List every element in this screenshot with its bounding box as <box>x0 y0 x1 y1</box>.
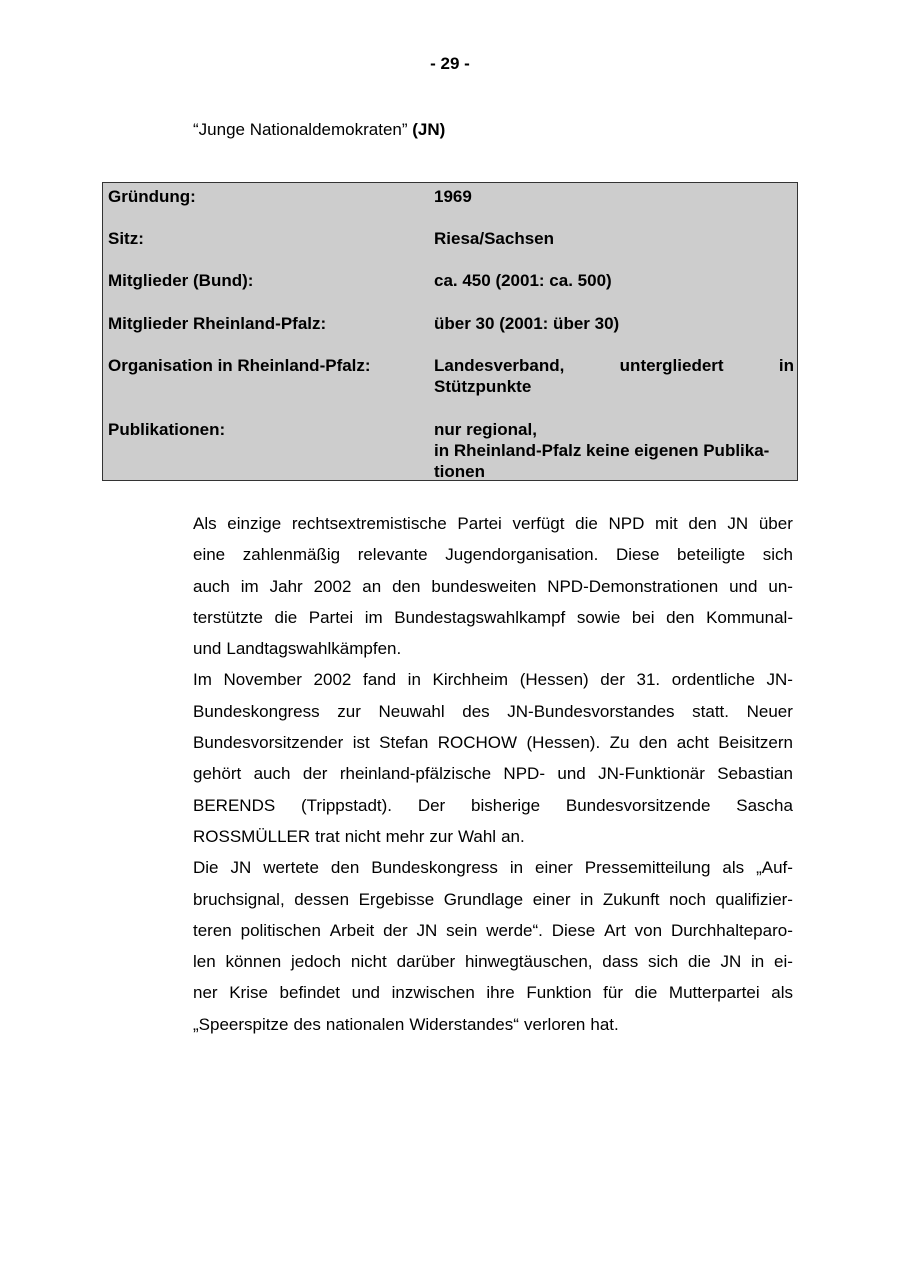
word: zur <box>337 701 361 721</box>
fact-value <box>434 419 794 482</box>
word: (Hessen). <box>526 733 601 753</box>
text-line <box>193 977 793 1008</box>
page-number: - 29 - <box>430 54 470 73</box>
fact-value-line <box>434 355 794 376</box>
word: noch <box>669 889 706 909</box>
fact-table <box>102 182 798 481</box>
word: rechtsextremistische <box>291 514 447 533</box>
word: JN <box>720 952 742 972</box>
text-line <box>193 664 793 695</box>
word: November <box>223 670 302 690</box>
word: Kirchheim <box>432 670 509 690</box>
word: terstützte <box>193 607 263 627</box>
word: bruchsignal, <box>193 889 285 909</box>
word: Arbeit <box>329 920 375 940</box>
word: und <box>351 983 381 1003</box>
word: ist <box>352 733 370 753</box>
word: Art <box>604 920 626 940</box>
word: Bundeskongress <box>193 701 320 721</box>
fact-value-line: Riesa/Sachsen <box>434 229 555 248</box>
word: den <box>392 576 421 596</box>
word: mit <box>655 514 678 533</box>
fact-value-line: in Rheinland-Pfalz keine eigenen Publika- <box>434 441 770 460</box>
word: verfügt <box>512 514 565 533</box>
text-line <box>193 915 793 946</box>
word: 31. <box>636 670 661 690</box>
word: den <box>666 607 695 627</box>
word: teren <box>193 920 232 940</box>
word: den <box>330 858 360 878</box>
word: Zu <box>609 733 630 753</box>
word: Wahl <box>457 826 497 846</box>
word: bei <box>631 607 655 627</box>
word: ner <box>193 983 218 1003</box>
word: der <box>383 920 408 940</box>
fact-label: Organisation in Rheinland-Pfalz: <box>108 356 371 375</box>
word: und <box>557 764 586 784</box>
word: dass <box>602 952 639 972</box>
text-line <box>193 1009 793 1040</box>
fact-value-line: ca. 450 (2001: ca. 500) <box>434 271 612 290</box>
word: beteiligte <box>677 545 746 565</box>
word: Durchhalteparo- <box>670 920 793 940</box>
word: ei- <box>773 952 793 972</box>
word: Grundlage <box>443 889 524 909</box>
word: einzige <box>227 514 282 533</box>
text-line <box>193 946 793 977</box>
word: die <box>634 983 658 1003</box>
word: ROSSMÜLLER <box>193 826 311 846</box>
word: Bundeskongress <box>371 858 498 878</box>
word: JN- <box>766 670 793 690</box>
word: inzwischen <box>391 983 475 1003</box>
word: als <box>722 858 745 878</box>
word: Neuwahl <box>378 701 445 721</box>
word: des <box>462 701 490 721</box>
word: einer <box>535 858 573 878</box>
word: wertete <box>263 858 319 878</box>
word: im <box>364 607 383 627</box>
word: dessen <box>294 889 350 909</box>
section-title <box>193 120 445 140</box>
word: darüber <box>396 952 456 972</box>
word: JN-Bundesvorstandes <box>507 701 675 721</box>
word: relevante <box>357 545 428 565</box>
word: und <box>729 576 758 596</box>
word: Diese <box>615 545 660 565</box>
word: und <box>193 639 222 659</box>
word: Sascha <box>736 795 793 815</box>
word: an. <box>501 826 525 846</box>
fact-label: Mitglieder Rheinland-Pfalz: <box>108 314 327 333</box>
fact-value-line: 1969 <box>434 187 472 206</box>
paragraph <box>193 664 793 852</box>
word: hinwegtäuschen, <box>464 952 593 972</box>
word: NPD- <box>503 764 545 784</box>
word: Bundestagswahlkampf <box>394 607 566 627</box>
word: die <box>575 514 598 533</box>
word: ihre <box>486 983 515 1003</box>
word: von <box>634 920 663 940</box>
word: ROCHOW <box>437 733 518 753</box>
word: des <box>293 1014 321 1034</box>
word: JN-Funktionär <box>598 764 705 784</box>
word: werde“. <box>486 920 543 940</box>
word: mehr <box>385 826 425 846</box>
word: Partei <box>308 607 354 627</box>
word: trat <box>315 826 340 846</box>
word: Im <box>193 670 212 690</box>
paragraph <box>193 852 793 1040</box>
word: nationalen <box>325 1014 405 1034</box>
word: (Hessen) <box>519 670 589 690</box>
word: Als <box>193 514 217 533</box>
word: Bundesvorsitzende <box>565 795 711 815</box>
paragraph <box>193 508 793 664</box>
text-line <box>193 758 793 789</box>
word: zur <box>429 826 453 846</box>
fact-value <box>434 270 794 291</box>
word: jedoch <box>291 952 342 972</box>
word: Beisitzern <box>718 733 793 753</box>
word: in <box>750 952 765 972</box>
word: nicht <box>350 952 387 972</box>
word: acht <box>676 733 709 753</box>
word: Pressemitteilung <box>584 858 711 878</box>
word: bisherige <box>471 795 541 815</box>
fact-value <box>434 186 794 207</box>
word: der <box>302 764 328 784</box>
word: über <box>758 514 793 533</box>
text-line <box>193 508 793 539</box>
word: auch <box>193 576 230 596</box>
word: können <box>225 952 282 972</box>
word: NPD-Demonstrationen <box>547 576 719 596</box>
word: statt. <box>692 701 730 721</box>
fact-value-line: nur regional, <box>434 420 537 439</box>
word: den <box>638 733 668 753</box>
word: len <box>193 952 216 972</box>
word: ordentliche <box>671 670 755 690</box>
fact-label: Gründung: <box>108 187 196 206</box>
fact-value-line: über 30 (2001: über 30) <box>434 314 620 333</box>
word: hat. <box>590 1014 619 1034</box>
word: Neuer <box>746 701 793 721</box>
word: Bundesvorsitzender <box>193 733 344 753</box>
word: JN <box>230 858 252 878</box>
fact-value <box>434 355 794 397</box>
word: sowie <box>576 607 621 627</box>
text-line <box>193 696 793 727</box>
word: an <box>362 576 382 596</box>
word: in <box>778 356 794 375</box>
word: Krise <box>229 983 268 1003</box>
word: NPD <box>608 514 645 533</box>
word: verloren <box>523 1014 586 1034</box>
word: befindet <box>279 983 341 1003</box>
word: Funktion <box>526 983 592 1003</box>
text-line <box>193 602 793 633</box>
organization-name: “Junge Nationaldemokraten” <box>193 120 408 139</box>
word: Mutterpartei <box>668 983 760 1003</box>
word: „Auf- <box>756 858 793 878</box>
word: sich <box>762 545 793 565</box>
word: als <box>771 983 793 1003</box>
word: auch <box>253 764 291 784</box>
word: Diese <box>551 920 596 940</box>
word: Stefan <box>379 733 429 753</box>
text-line <box>193 852 793 883</box>
word: Partei <box>457 514 502 533</box>
word: (Trippstadt). <box>301 795 393 815</box>
text-line <box>193 633 793 664</box>
fact-label: Mitglieder (Bund): <box>108 271 254 290</box>
word: gehört <box>193 764 242 784</box>
text-line <box>193 571 793 602</box>
word: BERENDS <box>193 795 276 815</box>
word: fand <box>362 670 397 690</box>
word: die <box>687 952 711 972</box>
text-line <box>193 884 793 915</box>
text-line <box>193 539 793 570</box>
word: die <box>274 607 298 627</box>
word: in <box>407 670 421 690</box>
word: den <box>688 514 717 533</box>
word: un- <box>768 576 793 596</box>
organization-abbreviation: (JN) <box>412 120 446 139</box>
text-line <box>193 727 793 758</box>
word: rheinland-pfälzische <box>339 764 492 784</box>
word: sein <box>446 920 478 940</box>
word: Ergebisse <box>358 889 435 909</box>
word: Kommunal- <box>706 607 793 627</box>
word: Landesverband, <box>434 356 565 375</box>
word: Sebastian <box>717 764 793 784</box>
word: der <box>600 670 625 690</box>
word: politischen <box>240 920 321 940</box>
word: in <box>580 889 594 909</box>
text-line <box>193 821 793 852</box>
word: Der <box>417 795 446 815</box>
word: für <box>603 983 624 1003</box>
word: 2002 <box>313 670 352 690</box>
word: nicht <box>344 826 381 846</box>
word: in <box>509 858 524 878</box>
word: im <box>240 576 259 596</box>
word: sich <box>647 952 679 972</box>
word: Zukunft <box>602 889 660 909</box>
word: JN <box>727 514 749 533</box>
text-line <box>193 790 793 821</box>
word: Landtagswahlkämpfen. <box>226 639 402 659</box>
word: Jugendorganisation. <box>445 545 599 565</box>
word: einer <box>532 889 571 909</box>
fact-value <box>434 228 794 249</box>
word: JN <box>416 920 438 940</box>
word: bundesweiten <box>431 576 537 596</box>
word: 2002 <box>313 576 352 596</box>
word: zahlenmäßig <box>242 545 341 565</box>
fact-value-line: tionen <box>434 462 485 481</box>
word: untergliedert <box>619 356 724 375</box>
body-text <box>193 508 793 1040</box>
word: qualifizier- <box>715 889 793 909</box>
fact-value-line: Stützpunkte <box>434 377 532 396</box>
word: „Speerspitze <box>193 1014 289 1034</box>
word: Jahr <box>269 576 303 596</box>
fact-label: Sitz: <box>108 229 144 248</box>
fact-value <box>434 313 794 334</box>
word: Widerstandes“ <box>409 1014 519 1034</box>
word: Die <box>193 858 219 878</box>
word: eine <box>193 545 226 565</box>
fact-label: Publikationen: <box>108 420 226 439</box>
